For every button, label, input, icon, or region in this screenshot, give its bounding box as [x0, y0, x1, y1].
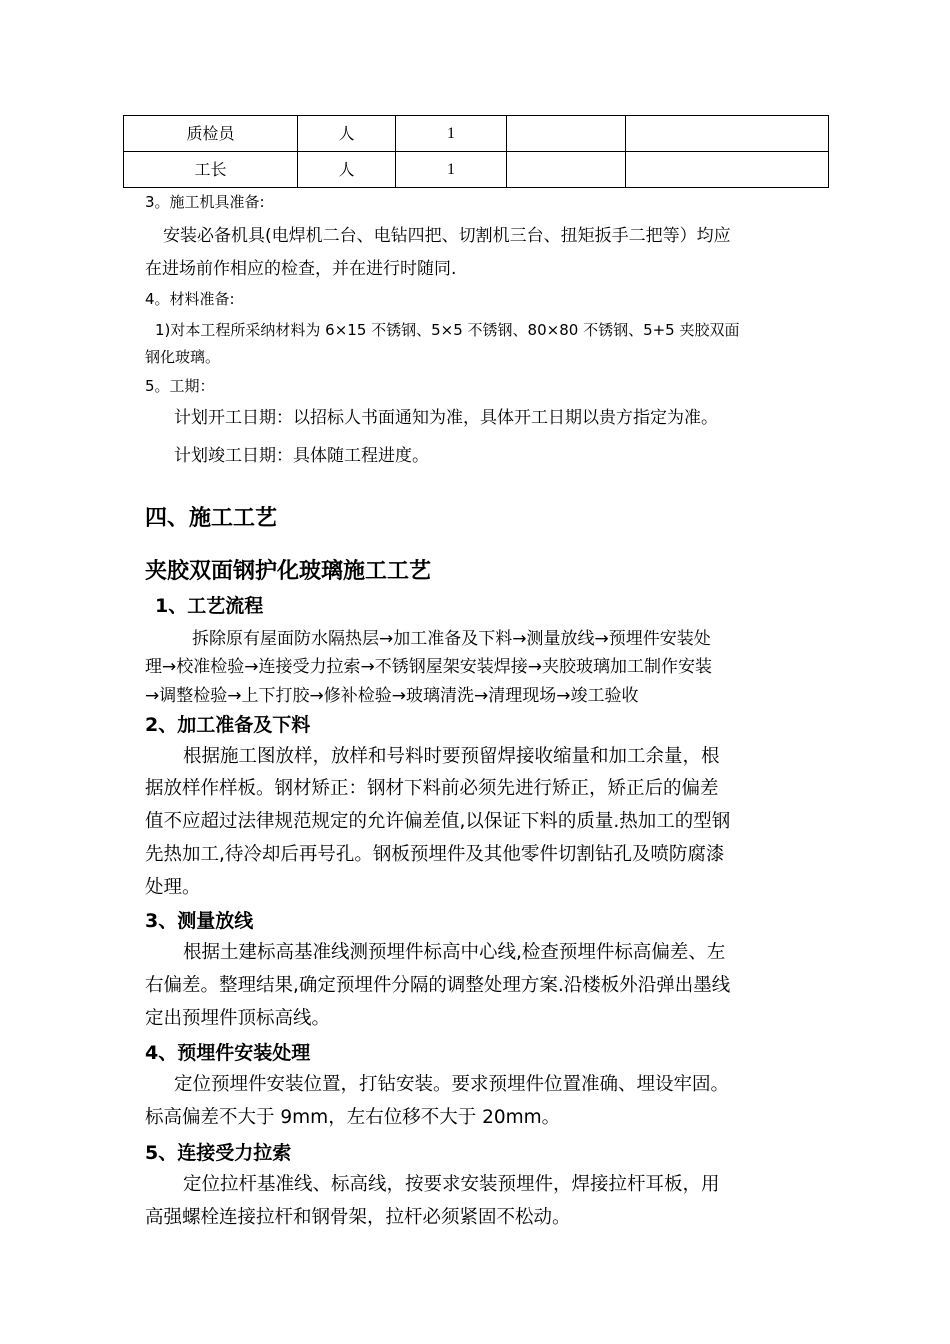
count-cell: 1 — [396, 116, 507, 152]
section4-line2: 钢化玻璃。 — [145, 348, 221, 366]
table-row — [124, 116, 829, 152]
empty-cell — [507, 116, 626, 152]
step3-line2: 右偏差。整理结果,确定预埋件分隔的调整处理方案.沿楼板外沿弹出墨线 — [145, 975, 731, 996]
step2-line2: 据放样作样板。钢材矫正：钢材下料前必须先进行矫正，矫正后的偏差 — [145, 778, 719, 799]
staff-table — [123, 115, 829, 188]
unit-cell: 人 — [298, 152, 396, 188]
step1-line1: 拆除原有屋面防水隔热层→加工准备及下料→测量放线→预埋件安装处 — [192, 629, 711, 649]
section3-line1: 安装必备机具(电焊机二台、电钻四把、切割机三台、扭矩扳手二把等）均应 — [163, 226, 731, 246]
planned-end-date: 计划竣工日期：具体随工程进度。 — [174, 446, 429, 466]
step1-line2: 理→校准检验→连接受力拉索→不锈钢屋架安装焊接→夹胶玻璃加工制作安装 — [145, 657, 712, 677]
empty-cell — [507, 152, 626, 188]
chapter-subtitle: 夹胶双面钢护化玻璃施工工艺 — [145, 559, 432, 584]
step2-line4: 先热加工,待冷却后再号孔。钢板预埋件及其他零件切割钻孔及喷防腐漆 — [145, 844, 725, 865]
step3-line3: 定出预埋件顶标高线。 — [145, 1008, 331, 1029]
step1-line3: →调整检验→上下打胶→修补检验→玻璃清洗→清理现场→竣工验收 — [145, 686, 639, 706]
empty-cell — [626, 152, 829, 188]
step4-heading: 4、预埋件安装处理 — [145, 1042, 311, 1064]
step1-heading: 1、工艺流程 — [155, 595, 264, 617]
step5-line2: 高强螺栓连接拉杆和钢骨架，拉杆必须紧固不松动。 — [145, 1207, 571, 1228]
step2-line3: 值不应超过法律规范规定的允许偏差值,以保证下料的质量.热加工的型钢 — [145, 811, 731, 832]
step2-line1: 根据施工图放样，放样和号料时要预留焊接收缩量和加工余量，根 — [183, 746, 720, 767]
step3-heading: 3、测量放线 — [145, 910, 254, 932]
section4-line1: 1)对本工程所采纳材料为 6×15 不锈钢、5×5 不锈钢、80×80 不锈钢、5+5 夹胶双面 — [155, 321, 740, 339]
chapter-title: 四、施工工艺 — [145, 506, 278, 531]
role-cell: 质检员 — [124, 116, 298, 152]
step4-line1: 定位预埋件安装位置，打钻安装。要求预埋件位置准确、埋设牢固。 — [174, 1074, 730, 1095]
step2-line5: 处理。 — [145, 877, 201, 898]
table-row — [124, 152, 829, 188]
step3-line1: 根据土建标高基准线测预埋件标高中心线,检查预埋件标高偏差、左 — [183, 942, 726, 963]
step4-line2: 标高偏差不大于 9mm，左右位移不大于 20mm。 — [145, 1107, 561, 1128]
step5-heading: 5、连接受力拉索 — [145, 1142, 292, 1164]
section5-heading: 5。工期： — [145, 377, 215, 395]
step2-heading: 2、加工准备及下料 — [145, 714, 311, 736]
planned-start-date: 计划开工日期：以招标人书面通知为准，具体开工日期以贵方指定为准。 — [174, 408, 718, 428]
step5-line1: 定位拉杆基准线、标高线，按要求安装预埋件，焊接拉杆耳板，用 — [183, 1174, 720, 1195]
section3-heading: 3。施工机具准备: — [145, 193, 265, 211]
role-cell: 工长 — [124, 152, 298, 188]
count-cell: 1 — [396, 152, 507, 188]
unit-cell: 人 — [298, 116, 396, 152]
section3-line2: 在进场前作相应的检查，并在进行时随同. — [145, 259, 457, 279]
empty-cell — [626, 116, 829, 152]
section4-heading: 4。材料准备: — [145, 290, 235, 308]
